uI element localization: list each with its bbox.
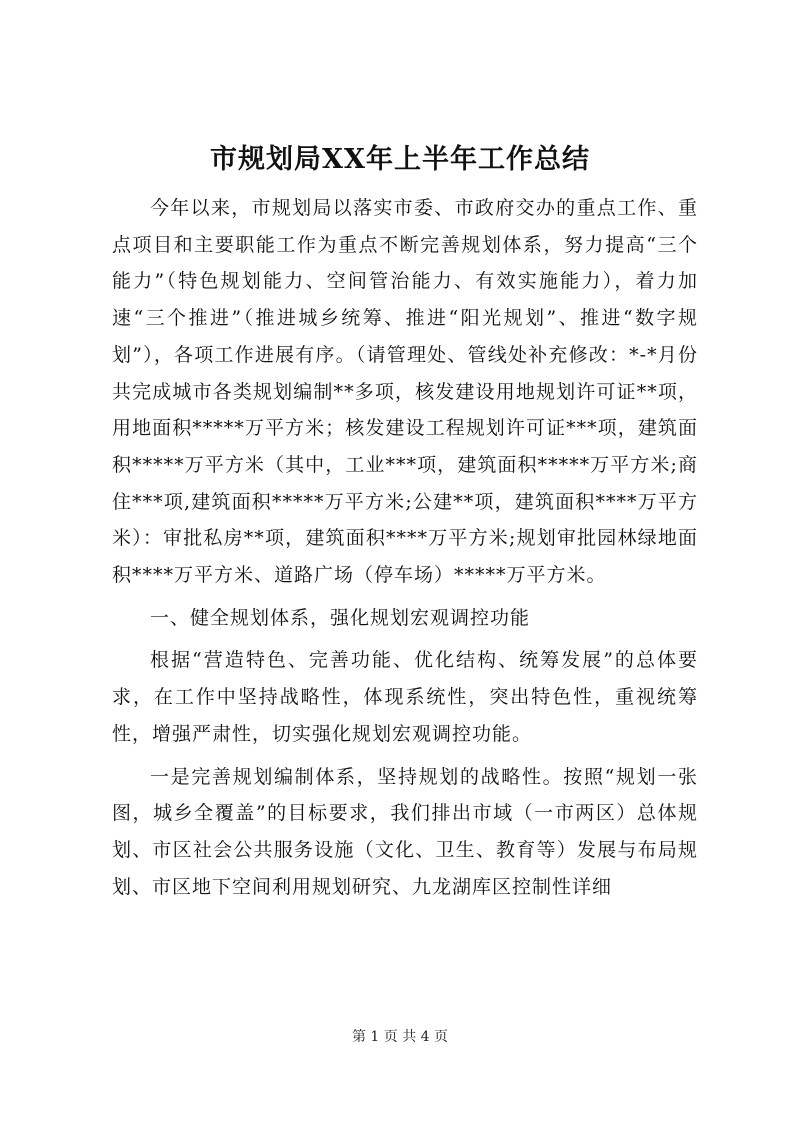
planning-paragraph: 一是完善规划编制体系，坚持规划的战略性。按照“规划一张图，城乡全覆盖”的目标要求，我们排出市域（一市两区）总体规划、市区社会公共服务设施（文化、卫生、教育等）发展与布局规划、市区地下空间利用规划研究、九龙湖库区控制性详细	[112, 765, 698, 898]
intro-paragraph: 今年以来，市规划局以落实市委、市政府交办的重点工作、重点项目和主要职能工作为重点不断完善规划体系，努力提高“三个能力”（特色规划能力、空间管治能力、有效实施能力），着力加速“三个推进”（推进城乡统筹、推进“阳光规划”、推进“数字规划”），各项工作进展有序。（请管理处、管线处补充修改：*-*月份共完成城市各类规划编制**多项，核发建设用地规划许可证**项，用地面积*****万平方米；核发建设工程规划许可证***项，建筑面积*****万平方米（其中，工业***项，建筑面积*****万平方米;商住***项,建筑面积*****万平方米;公建**项，建筑面积****万平方米）：审批私房**项，建筑面积****万平方米;规划审批园林绿地面积****万平方米、道路广场（停车场）*****万平方米。	[112, 197, 698, 587]
section-heading: 一、健全规划体系，强化规划宏观调控功能	[150, 606, 531, 629]
page-footer: 第 1 页 共 4 页	[351, 1029, 449, 1045]
section-paragraph: 根据“营造特色、完善功能、优化结构、统筹发展”的总体要求，在工作中坚持战略性，体现系统性，突出特色性，重视统筹性，增强严肃性，切实强化规划宏观调控功能。	[112, 649, 698, 745]
document-body	[112, 190, 698, 911]
document-title: 市规划局XX年上半年工作总结	[210, 144, 590, 175]
